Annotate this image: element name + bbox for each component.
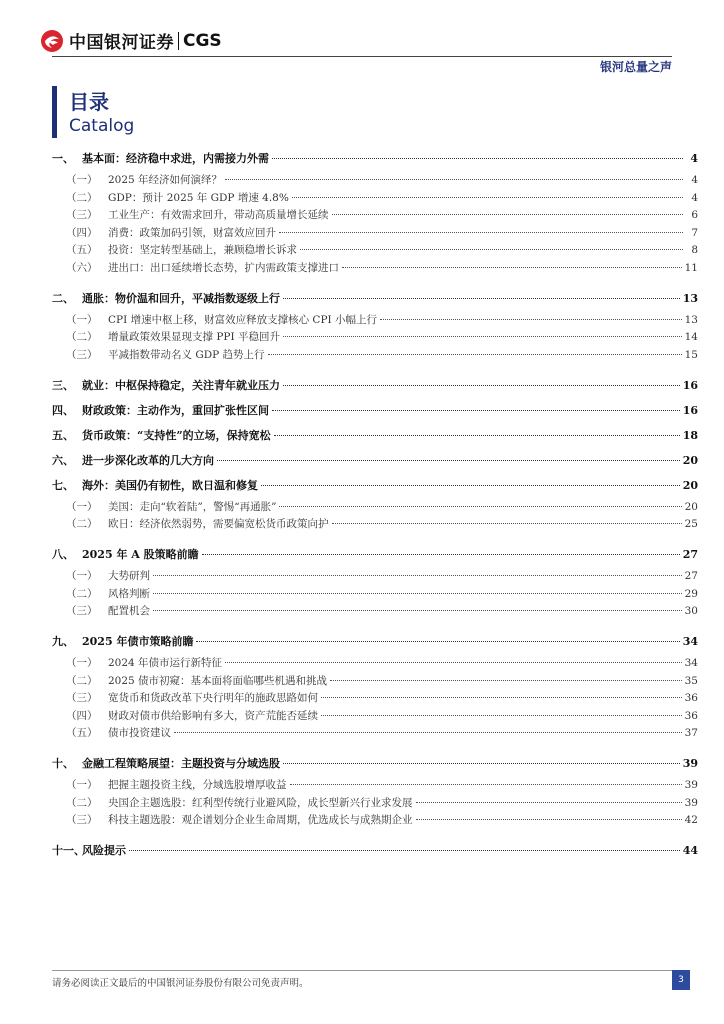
toc-entry-number: 三、 <box>52 378 74 392</box>
toc-dot-leader <box>153 610 682 611</box>
logo-separator <box>178 32 179 50</box>
toc-entry-number: 八、 <box>52 548 74 561</box>
toc-entry-title: 增量政策效果显现支撑 PPI 平稳回升 <box>108 331 280 343</box>
toc-entry-number: （三） <box>66 814 98 826</box>
toc-entry-page: 20 <box>682 453 698 467</box>
toc-entry-page: 4 <box>691 191 698 204</box>
toc-entry-number: （二） <box>66 796 98 809</box>
toc-entry-title: 投资：坚定转型基础上，兼顾稳增长诉求 <box>108 244 297 256</box>
toc-chapter-entry[interactable] <box>52 477 698 493</box>
toc-dot-leader <box>272 158 683 159</box>
toc-title-chinese: 目录 <box>69 90 109 114</box>
toc-entry-number: （三） <box>66 348 98 361</box>
toc-entry-title: 工业生产：有效需求回升，带动高质量增长延续 <box>108 209 329 221</box>
toc-entry-number: 十一、 <box>52 844 85 857</box>
toc-entry-number: 十、 <box>52 757 74 770</box>
toc-dot-leader <box>300 249 683 250</box>
toc-entry-title: 金融工程策略展望：主题投资与分域选股 <box>82 757 280 770</box>
toc-dot-leader <box>416 819 682 820</box>
toc-chapter-entry[interactable] <box>52 755 698 771</box>
toc-dot-leader <box>272 410 680 411</box>
toc-entry-title: 进出口：出口延续增长态势，扩内需政策支撑进口 <box>108 261 339 274</box>
toc-entry-title: 2025 债市初窥：基本面将面临哪些机遇和挑战 <box>108 674 328 687</box>
toc-dot-leader <box>174 732 682 733</box>
toc-section-entry[interactable] <box>52 777 698 793</box>
toc-dot-leader <box>279 232 683 233</box>
toc-section-entry[interactable] <box>52 603 698 619</box>
toc-entry-page: 44 <box>682 844 698 857</box>
toc-section-entry[interactable] <box>52 225 698 241</box>
toc-dot-leader <box>380 319 682 320</box>
toc-entry-number: （五） <box>66 727 98 739</box>
toc-section-entry[interactable] <box>52 795 698 811</box>
toc-entry-title: 基本面：经济稳中求进，内需接力外需 <box>82 152 269 165</box>
toc-dot-leader <box>202 554 680 555</box>
toc-entry-title: 把握主题投资主线，分域选股增厚收益 <box>108 779 287 791</box>
toc-entry-page: 36 <box>684 709 698 722</box>
toc-entry-number: （六） <box>66 261 98 274</box>
toc-dot-leader <box>342 267 682 268</box>
toc-chapter-entry[interactable] <box>52 546 698 562</box>
toc-entry-number: 四、 <box>52 403 74 417</box>
toc-section-entry[interactable] <box>52 690 698 706</box>
toc-section-entry[interactable] <box>52 260 698 276</box>
report-series-tag: 银河总量之声 <box>599 60 672 74</box>
toc-entry-page: 11 <box>684 261 698 274</box>
toc-entry-page: 4 <box>691 174 698 186</box>
toc-dot-leader <box>217 460 680 461</box>
toc-section-entry[interactable] <box>52 207 698 223</box>
toc-section-entry[interactable] <box>52 655 698 671</box>
toc-entry-page: 36 <box>684 692 698 704</box>
toc-entry-number: （一） <box>66 657 98 669</box>
toc-entry-number: （三） <box>66 692 98 704</box>
toc-dot-leader <box>283 763 680 764</box>
cgs-logo-icon <box>40 29 64 53</box>
toc-chapter-entry[interactable] <box>52 377 698 393</box>
page-header <box>0 0 724 80</box>
toc-dot-leader <box>283 298 680 299</box>
toc-entry-page: 7 <box>691 226 698 239</box>
toc-section-entry[interactable] <box>52 516 698 532</box>
toc-section-entry[interactable] <box>52 172 698 188</box>
toc-entry-number: （五） <box>66 244 98 256</box>
toc-entry-title: 风险提示 <box>82 844 126 857</box>
toc-dot-leader <box>225 179 683 180</box>
toc-entry-title: 美国：走向“软着陆”，警惕“再通胀” <box>108 500 277 513</box>
toc-entry-number: 二、 <box>52 291 74 305</box>
toc-dot-leader <box>261 485 680 486</box>
toc-entry-page: 35 <box>684 674 698 687</box>
toc-entry-number: 一、 <box>52 152 74 165</box>
toc-entry-number: （一） <box>66 779 98 791</box>
toc-entry-title: 平减指数带动名义 GDP 趋势上行 <box>108 348 265 361</box>
toc-entry-title: 欧日：经济依然弱势，需要偏宽松货币政策向护 <box>108 518 329 530</box>
toc-entry-page: 16 <box>682 378 698 392</box>
toc-entry-title: GDP：预计 2025 年 GDP 增速 4.8% <box>108 191 289 204</box>
toc-entry-number: （一） <box>66 174 98 186</box>
toc-entry-page: 13 <box>682 291 698 305</box>
toc-entry-title: 货币政策：“支持性”的立场，保持宽松 <box>82 428 271 442</box>
toc-entry-number: （三） <box>66 605 98 617</box>
toc-dot-leader <box>290 784 682 785</box>
toc-dot-leader <box>332 523 682 524</box>
toc-entry-number: 九、 <box>52 635 74 648</box>
toc-entry-title: 2025 年经济如何演绎？ <box>108 174 223 186</box>
toc-entry-page: 39 <box>682 757 698 770</box>
toc-entry-title: 配置机会 <box>108 605 150 617</box>
toc-dot-leader <box>129 850 680 851</box>
toc-section-entry[interactable] <box>52 568 698 584</box>
toc-entry-title: 进一步深化改革的几大方向 <box>82 453 214 467</box>
toc-chapter-entry[interactable] <box>52 633 698 649</box>
toc-section-entry[interactable] <box>52 708 698 724</box>
toc-entry-page: 29 <box>684 587 698 600</box>
toc-title-english: Catalog <box>69 116 135 136</box>
toc-entry-number: 六、 <box>52 453 74 467</box>
logo-chinese-name: 中国银河证券 <box>69 33 174 53</box>
toc-entry-title: 央国企主题选股：红利型传统行业避风险，成长型新兴行业求发展 <box>108 796 413 809</box>
toc-entry-title: 财政政策：主动作为，重回扩张性区间 <box>82 403 269 417</box>
toc-entry-page: 14 <box>684 331 698 343</box>
toc-chapter-entry[interactable] <box>52 842 698 858</box>
toc-entry-page: 6 <box>691 209 698 221</box>
toc-entry-page: 15 <box>684 348 698 361</box>
title-accent-bar <box>52 86 57 138</box>
toc-dot-leader <box>321 715 682 716</box>
toc-dot-leader <box>330 680 682 681</box>
toc-dot-leader <box>283 385 680 386</box>
toc-entry-title: 财政对债市供给影响有多大，资产荒能否延续 <box>108 709 318 722</box>
toc-section-entry[interactable] <box>52 812 698 828</box>
toc-entry-page: 8 <box>691 244 698 256</box>
toc-entry-page: 20 <box>682 478 698 492</box>
toc-entry-page: 4 <box>690 152 698 165</box>
toc-entry-title: 就业：中枢保持稳定，关注青年就业压力 <box>82 378 280 392</box>
toc-entry-title: 通胀：物价温和回升，平减指数逐级上行 <box>82 291 280 305</box>
toc-entry-number: （二） <box>66 674 98 687</box>
toc-entry-title: 2024 年债市运行新特征 <box>108 657 223 669</box>
toc-section-entry[interactable] <box>52 329 698 345</box>
toc-entry-page: 27 <box>684 570 698 582</box>
toc-entry-title: 2025 年债市策略前瞻 <box>82 635 194 648</box>
toc-chapter-entry[interactable] <box>52 402 698 418</box>
toc-entry-page: 16 <box>682 403 698 417</box>
toc-section-entry[interactable] <box>52 586 698 602</box>
toc-dot-leader <box>332 214 684 215</box>
toc-entry-number: （一） <box>66 313 98 326</box>
footer-rule <box>52 970 672 971</box>
toc-entry-title: 消费：政策加码引领，财富效应回升 <box>108 226 276 239</box>
toc-entry-number: 五、 <box>52 428 74 442</box>
toc-entry-number: （二） <box>66 331 98 343</box>
toc-entry-page: 34 <box>682 635 698 648</box>
toc-entry-title: 债市投资建议 <box>108 727 171 739</box>
toc-dot-leader <box>283 336 682 337</box>
toc-section-entry[interactable] <box>52 312 698 328</box>
toc-entry-page: 13 <box>684 313 698 326</box>
page-number-badge: 3 <box>672 970 690 990</box>
toc-entry-page: 18 <box>682 428 698 442</box>
toc-entry-number: （一） <box>66 570 98 582</box>
logo-english-name: CGS <box>183 30 222 51</box>
toc-dot-leader <box>274 435 680 436</box>
toc-entry-title: 海外：美国仍有韧性，欧日温和修复 <box>82 478 258 492</box>
toc-entry-number: （四） <box>66 709 98 722</box>
company-logo <box>40 28 222 53</box>
toc-section-entry[interactable] <box>52 347 698 363</box>
toc-entry-number: （二） <box>66 587 98 600</box>
toc-entry-number: （三） <box>66 209 98 221</box>
toc-dot-leader <box>196 641 679 642</box>
toc-chapter-entry[interactable] <box>52 427 698 443</box>
footer-disclaimer: 请务必阅读正文最后的中国银河证券股份有限公司免责声明。 <box>52 978 309 989</box>
toc-entry-page: 27 <box>682 548 698 561</box>
toc-entry-number: （二） <box>66 518 98 530</box>
toc-chapter-entry[interactable] <box>52 150 698 166</box>
toc-chapter-entry[interactable] <box>52 452 698 468</box>
toc-entry-title: 2025 年 A 股策略前瞻 <box>82 548 199 561</box>
toc-entry-title: 风格判断 <box>108 587 150 600</box>
toc-entry-page: 34 <box>684 657 698 669</box>
toc-entry-page: 30 <box>684 605 698 617</box>
toc-section-entry[interactable] <box>52 499 698 515</box>
toc-entry-number: （二） <box>66 191 98 204</box>
toc-section-entry[interactable] <box>52 725 698 741</box>
toc-dot-leader <box>279 506 681 507</box>
toc-dot-leader <box>321 697 682 698</box>
toc-dot-leader <box>225 662 682 663</box>
toc-dot-leader <box>268 354 682 355</box>
toc-entry-number: （一） <box>66 500 98 513</box>
toc-dot-leader <box>153 575 682 576</box>
toc-entry-page: 39 <box>684 796 698 809</box>
toc-dot-leader <box>292 197 683 198</box>
toc-dot-leader <box>153 593 682 594</box>
toc-entry-title: CPI 增速中枢上移，财富效应释放支撑核心 CPI 小幅上行 <box>108 313 378 326</box>
toc-entry-title: 宽货币和货政改革下央行明年的施政思路如何 <box>108 692 318 704</box>
toc-dot-leader <box>416 802 682 803</box>
toc-entry-title: 科技主题选股：观企谱划分企业生命周期，优选成长与成熟期企业 <box>108 814 413 826</box>
toc-entry-number: （四） <box>66 226 98 239</box>
toc-entry-page: 20 <box>684 500 698 513</box>
header-rule <box>52 56 672 57</box>
toc-entry-title: 大势研判 <box>108 570 150 582</box>
toc-entry-page: 25 <box>684 518 698 530</box>
toc-section-entry[interactable] <box>52 673 698 689</box>
toc-chapter-entry[interactable] <box>52 290 698 306</box>
toc-entry-page: 39 <box>684 779 698 791</box>
toc-entry-page: 37 <box>684 727 698 739</box>
toc-section-entry[interactable] <box>52 190 698 206</box>
toc-entry-number: 七、 <box>52 478 74 492</box>
toc-section-entry[interactable] <box>52 242 698 258</box>
toc-entry-page: 42 <box>684 814 698 826</box>
